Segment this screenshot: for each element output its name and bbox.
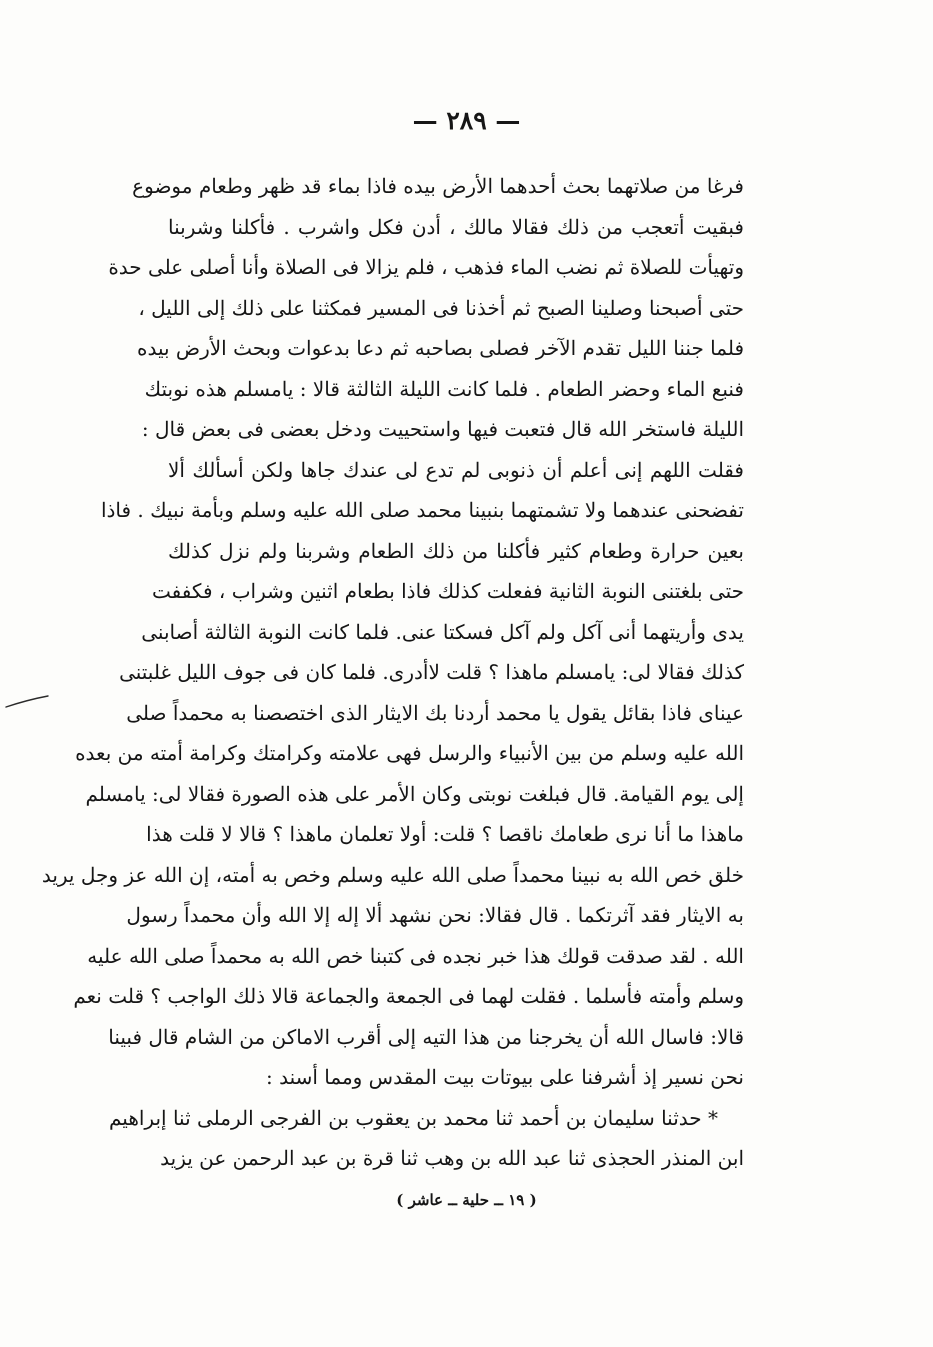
hadith-line: * حدثنا سليمان بن أحمد ثنا محمد بن يعقوب بن الفرجى الرملى ثنا إبراهيم — [108, 1105, 718, 1130]
text-line: فلما جننا الليل تقدم الآخر فصلى بصاحبه ثم دعا بدعوات وبحث الأرض بيده — [136, 336, 744, 360]
text-line: به الايثار فقد آثرتكما . قال فقالا: نحن نشهد ألا إله إلا الله وأن محمداً رسول — [126, 903, 744, 927]
text-line: الله . لقد صدقت قولك هذا خبر نجده فى كتبنا خص الله به محمداً صلى الله عليه — [87, 943, 744, 968]
page-number: — ٢٨٩ — — [412, 106, 521, 135]
text-line: ماهذا ما أنا نرى طعامك ناقصا ؟ قلت: أولا تعلمان ماهذا ؟ قالا لا قلت هذا — [146, 822, 744, 846]
text-line: عيناى فاذا بقائل يقول يا محمد أردنا بك الايثار الذى اختصصنا به محمداً صلى — [126, 700, 744, 725]
text-line: تفضحنى عندهما ولا تشمتهما بنبينا محمد صلى الله عليه وسلم وبأمة نبيك . فاذا — [100, 498, 744, 522]
text-line: نحن نسير إذ أشرفنا على بيوتات بيت المقدس ومما أسند : — [266, 1065, 744, 1089]
text-line: حتى بلغتنى النوبة الثانية ففعلت كذلك فاذا بطعام اثنين وشراب ، فكففت — [152, 579, 744, 603]
text-line: فبقيت أتعجب من ذلك فقالا مالك ، أدن فكل واشرب . فأكلنا وشربنا — [168, 214, 744, 239]
text-line: فقلت اللهم إنى أعلم أن ذنوبى لم تدع لى عندك جاها ولكن أسألك ألا — [168, 457, 744, 482]
text-line: إلى يوم القيامة. قال فبلغت نوبتى وكان الأمر على هذه الصورة فقالا لى: يامسلم — [85, 781, 744, 806]
text-line: الله عليه وسلم من بين الأنبياء والرسل فهى علامته وكرامتك وكرامة أمته من بعده — [75, 741, 744, 765]
text-line: الليلة فاستخر الله قال فتعبت فيها واستحييت ودخل بعضى فى بعض قال : — [141, 417, 744, 441]
text-line: وتهيأت للصلاة ثم نضب الماء فذهب ، فلم يزالا فى الصلاة وأنا أصلى على حدة — [108, 255, 744, 279]
text-line: خلق خص الله به نبينا محمداً صلى الله عليه وسلم وخص به أمته، إن الله عز وجل يريد — [41, 862, 744, 887]
body-text — [41, 166, 744, 1179]
text-line: حتى أصبحنا وصلينا الصبح ثم أخذنا فى المسير فمكثنا على ذلك إلى الليل ، — [138, 295, 744, 320]
text-line: بعين حرارة وطعام كثير فأكلنا من ذلك الطعام وشربنا ولم نزل كذلك — [168, 538, 744, 563]
text-line: فرغا من صلاتهما بحث أحدهما الأرض بيده فاذا بماء قد ظهر وطعام موضوع — [132, 174, 744, 198]
text-line: قالا: فاسال الله أن يخرجنا من هذا التيه إلى أقرب الاماكن من الشام قال فبينا — [108, 1024, 744, 1049]
text-line: فنبع الماء وحضر الطعام . فلما كانت الليلة الثالثة قالا : يامسلم هذه نوبتك — [144, 376, 744, 401]
text-line: ابن المنذر الحجذى ثنا عبد الله بن وهب ثنا قرة بن عبد الرحمن عن يزيد — [160, 1146, 744, 1170]
signature-mark: ( ١٩ ــ حلية ــ عاشر ) — [396, 1191, 537, 1209]
text-line: كذلك فقالا لى: يامسلم ماهذا ؟ قلت لاأدرى. فلما كان فى جوف الليل غلبتنى — [119, 660, 744, 684]
margin-pen-stroke — [4, 694, 50, 710]
text-line: وسلم وأمته فأسلما . فقلت لهما فى الجمعة والجماعة قالا ذلك الواجب ؟ قلت نعم — [73, 984, 744, 1008]
text-line: يدى وأريتهما أنى آكل ولم آكل فسكتا عنى. فلما كانت النوبة الثالثة أصابنى — [141, 619, 744, 644]
